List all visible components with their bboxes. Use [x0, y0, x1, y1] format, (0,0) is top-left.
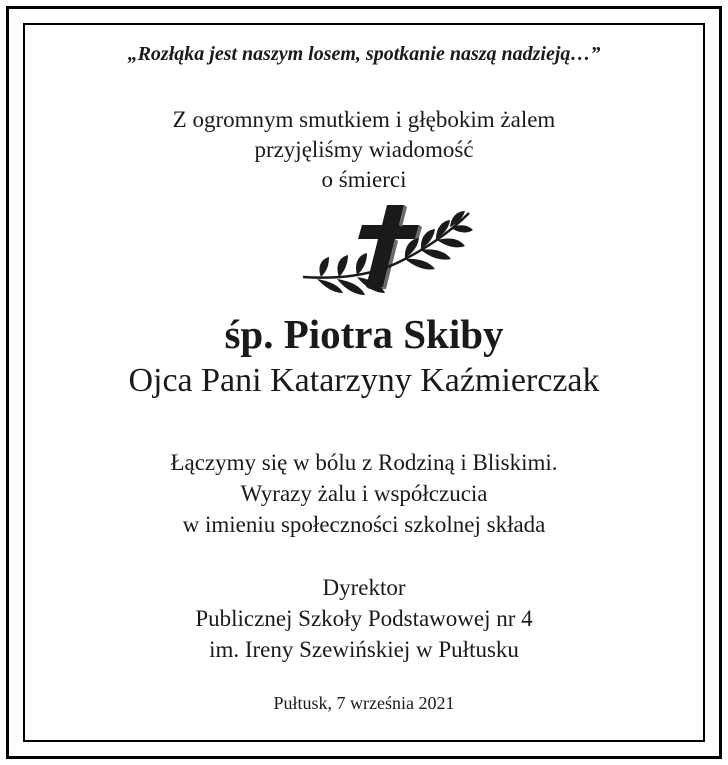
place-and-date: Pułtusk, 7 września 2021	[273, 693, 455, 713]
obituary-notice	[6, 6, 722, 759]
condolence-line-2: Wyrazy żalu i współczucia	[240, 481, 488, 506]
intro-line-3: o śmierci	[321, 167, 407, 192]
condolence-line-1: Łączymy się w bólu z Rodziną i Bliskimi.	[170, 450, 558, 475]
obituary-inner-frame	[23, 23, 705, 742]
deceased-name: śp. Piotra Skiby	[224, 311, 504, 357]
signature-title: Dyrektor	[322, 575, 406, 600]
signature-school: Publicznej Szkoły Podstawowej nr 4	[195, 606, 533, 631]
signature-school-patron: im. Ireny Szewińskiej w Pułtusku	[209, 637, 519, 662]
epigraph-quote: „Rozłąka jest naszym losem, spotkanie naszą nadzieją…”	[127, 43, 601, 65]
relation-line: Ojca Pani Katarzyny Kaźmierczak	[128, 362, 600, 399]
intro-line-1: Z ogromnym smutkiem i głębokim żalem	[172, 107, 556, 132]
cross-with-palm-branch-icon	[287, 203, 477, 303]
condolence-line-3: w imieniu społeczności szkolnej składa	[182, 512, 546, 537]
intro-line-2: przyjęliśmy wiadomość	[254, 137, 474, 162]
